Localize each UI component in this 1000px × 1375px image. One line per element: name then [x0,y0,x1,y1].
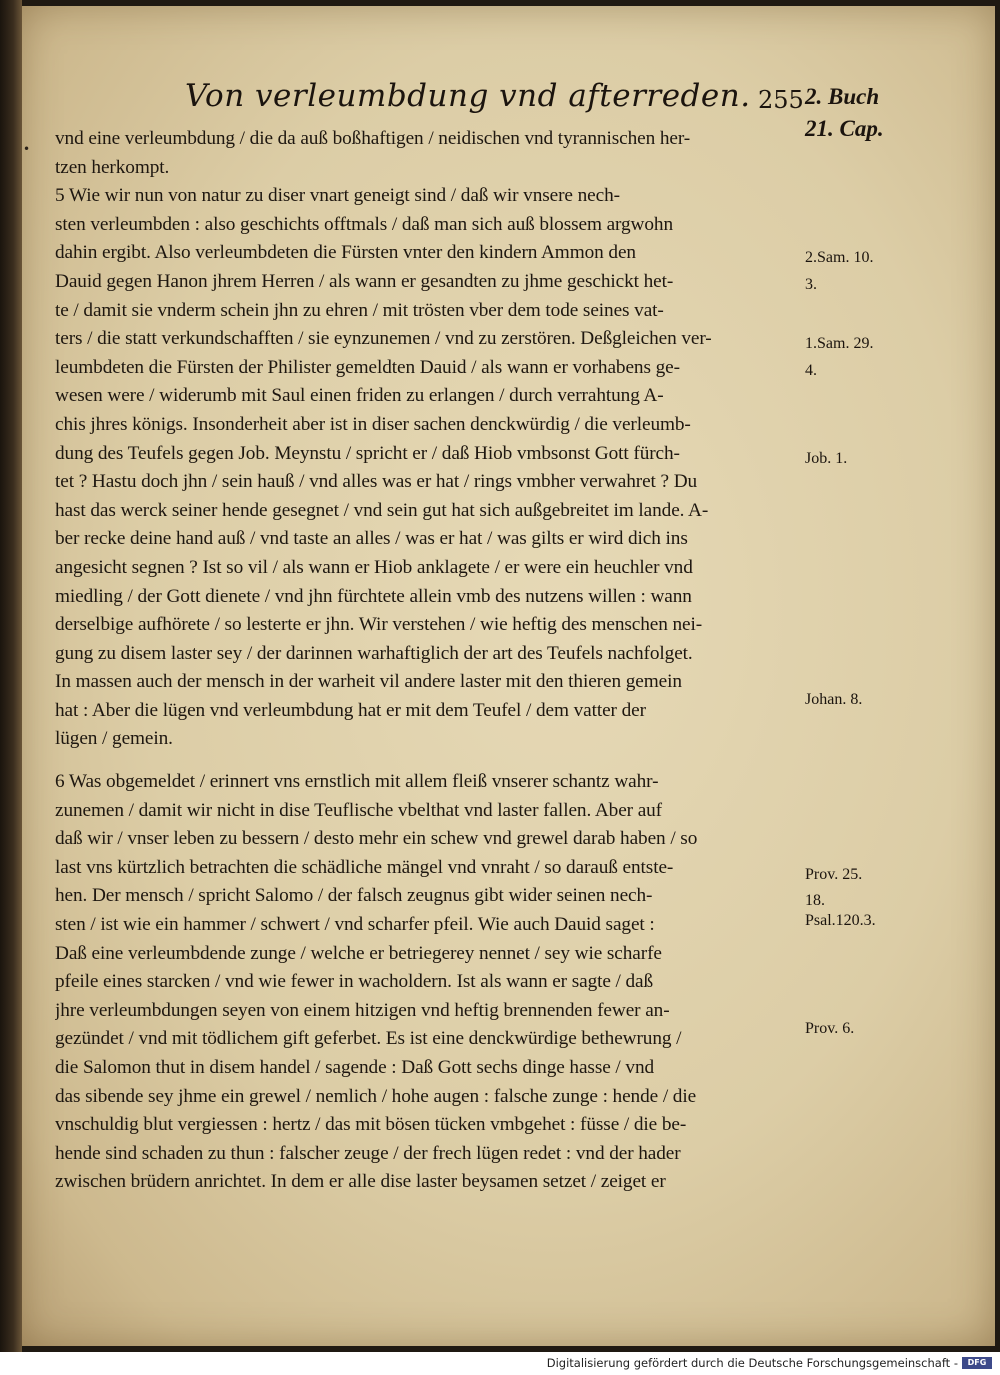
page-number: 255 [758,86,804,114]
body-text [55,125,803,1197]
text-line: sten verleumbden : also geschichts offtmals / daß man sich auß blossem argwohn [55,213,674,235]
text-line: In massen auch der mensch in der warheit vil andere laster mit den thieren gemein [55,671,682,693]
text-line: jhre verleumbdungen seyen von einem hitzigen vnd heftig brennenden fewer an- [55,999,670,1021]
text-line: 6 Was obgemeldet / erinnert vns ernstlich mit allem fleiß vnserer schantz wahr- [55,771,659,793]
text-line: 5 Wie wir nun von natur zu diser vnart geneigt sind / daß wir vnsere nech- [55,185,620,207]
text-line: hen. Der mensch / spricht Salomo / der falsch zeugnus gibt wider seinen nech- [55,885,653,907]
dfg-logo: DFG [962,1357,992,1369]
text-line: die Salomon thut in disem handel / sagende : Daß Gott sechs dinge hasse / vnd [55,1057,655,1078]
text-line: sten / ist wie ein hammer / schwert / vnd scharfer pfeil. Wie auch Dauid saget : [55,914,655,936]
margin-note: 18. [805,892,825,909]
margin-note: 2.Sam. 10. [805,249,874,266]
text-line: wesen were / widerumb mit Saul einen friden zu erlangen / durch verrahtung A- [55,385,664,407]
text-line: hat : Aber die lügen vnd verleumbdung hat er mit dem Teufel / dem vatter der [55,699,646,721]
text-line: das sibende sey jhme ein grewel / nemlich / hohe augen : falsche zunge : hende / die [55,1085,697,1107]
text-line: Daß eine verleumbdende zunge / welche er betriegerey nennet / sey wie scharfe [55,942,662,964]
text-line: vnd eine verleumbdung / die da auß boßhaftigen / neidischen vnd tyrannischen her- [55,128,691,149]
margin-note: Job. 1. [805,450,848,467]
text-line: derselbige aufhörete / so lesterte er jhn. Wir verstehen / wie heftig des menschen nei- [55,614,703,636]
margin-note: Prov. 6. [805,1020,855,1037]
text-line: dahin ergibt. Also verleumbdeten die Fürsten vnter den kindern Ammon den [55,242,636,264]
text-line: angesicht segnen ? Ist so vil / als wann er Hiob anklagete / er were ein heuchler vnd [55,556,693,578]
text-line: gezündet / vnd mit tödlichem gift geferbet. Es ist eine denckwürdige bethewrung / [55,1028,682,1050]
text-line: miedling / der Gott dienete / vnd jhn fürchtete allein vmb des nutzens willen : wann [55,585,692,607]
text-line: gung zu disem laster sey / der darinnen warhaftiglich der art des Teufels nachfolget. [55,642,693,664]
text-line: Dauid gegen Hanon jhrem Herren / als wann er gesandten zu jhme geschickt het- [55,270,674,292]
book-number: 2. Buch [805,84,880,109]
text-line: tet ? Hastu doch jhn / sein hauß / vnd alles was er hat / rings vmbher verwahret ? Du [55,471,698,493]
margin-note: Psal.120.3. [805,912,876,929]
text-line: hende sind schaden zu thun : falscher zeuge / der frech lügen redet : vnd der hader [55,1142,681,1164]
text-line: daß wir / vnser leben zu bessern / desto mehr ein schew vnd grewel darab haben / so [55,828,698,850]
page-mark: • [23,142,31,156]
margin-note: Johan. 8. [805,691,863,708]
margin-note: 1.Sam. 29. [805,335,874,352]
text-line: zwischen brüdern anrichtet. In dem er alle dise laster beysamen setzet / zeiget er [55,1171,666,1193]
text-line: vnschuldig blut vergiessen : hertz / das mit bösen tücken vmbgehet : füsse / die be- [55,1114,687,1136]
text-line: tzen herkompt. [55,156,170,178]
text-line: te / damit sie vnderm schein jhn zu ehren / mit trösten vber dem tode seines vat- [55,299,664,321]
text-line: pfeile eines starcken / vnd wie fewer in wacholdern. Ist als wann er sagte / daß [55,971,654,993]
text-line: ber recke deine hand auß / vnd taste an alles / was er hat / was gilts er wird dich ins [55,528,688,550]
footer-bar [0,1352,1000,1375]
chapter-number: 21. Cap. [805,116,884,141]
text-line: leumbdeten die Fürsten der Philister gemeldten Dauid / als wann er vorhabens ge- [55,356,680,378]
text-line: dung des Teufels gegen Job. Meynstu / spricht er / daß Hiob vmbsonst Gott fürch- [55,442,680,464]
text-line: chis jhres königs. Insonderheit aber ist in diser sachen denckwürdig / die verleumb- [55,413,691,435]
funding-credit: Digitalisierung gefördert durch die Deutsche Forschungsgemeinschaft - [546,1356,958,1370]
running-head: Von verleumbdung vnd afterreden. [185,78,751,114]
paragraph-gap [55,754,803,768]
margin-note: Prov. 25. [805,866,863,883]
binding-edge [0,0,22,1352]
text-line: lügen / gemein. [55,728,173,750]
text-line: ters / die statt verkundschafften / sie eynzunemen / vnd zu zerstören. Deßgleichen ver- [55,328,712,350]
text-line: hast das werck seiner hende gesegnet / vnd sein gut hat sich außgebreitet im lande. A- [55,499,709,521]
margin-note: 3. [805,276,817,293]
text-line: zunemen / damit wir nicht in dise Teuflische vbelthat vnd laster fallen. Aber auf [55,799,663,821]
margin-note: 4. [805,362,817,379]
text-line: last vns kürtzlich betrachten die schädliche mängel vnd vnraht / so darauß entste- [55,856,674,878]
